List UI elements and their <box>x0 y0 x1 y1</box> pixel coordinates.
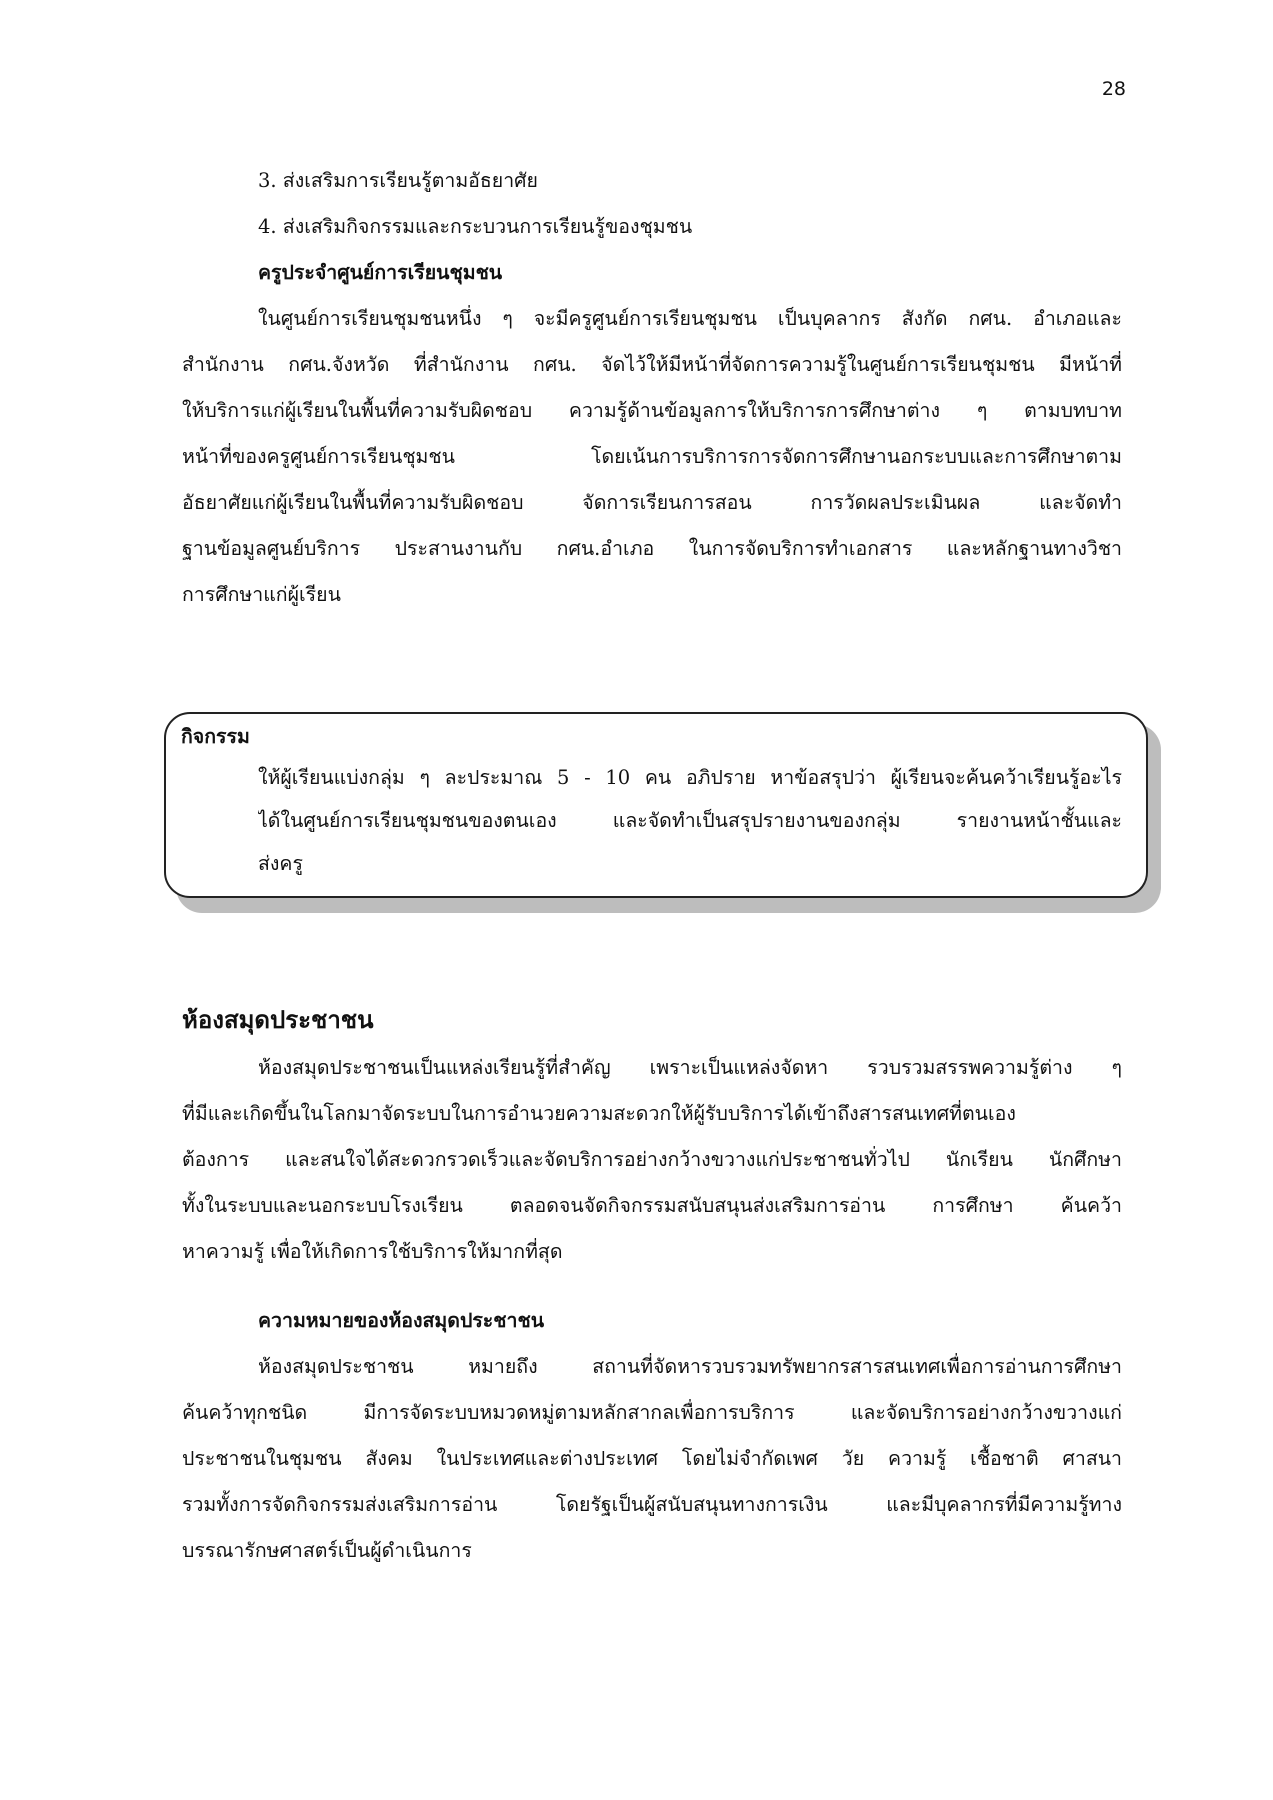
paragraph-line: ต้องการ และสนใจได้สะดวกรวดเร็วและจัดบริการอย่างกว้างขวางแก่ประชาชนทั่วไป นักเรียน นักศึกษา <box>182 1148 1122 1171</box>
meaning-section <box>182 1298 1122 1574</box>
paragraph-line: ให้บริการแก่ผู้เรียนในพื้นที่ความรับผิดชอบ ความรู้ด้านข้อมูลการให้บริการการศึกษาต่าง ๆ ตามบทบาท <box>182 399 1122 422</box>
paragraph-line: บรรณารักษศาสตร์เป็นผู้ดำเนินการ <box>182 1539 472 1562</box>
page-number: 28 <box>1101 78 1126 100</box>
paragraph-line: รวมทั้งการจัดกิจกรรมส่งเสริมการอ่าน โดยรัฐเป็นผู้สนับสนุนทางการเงิน และมีบุคลากรที่มีความรู้ทาง <box>182 1493 1122 1516</box>
section-heading-meaning: ความหมายของห้องสมุดประชาชน <box>258 1309 545 1332</box>
list-item: 4. ส่งเสริมกิจกรรมและกระบวนการเรียนรู้ของชุมชน <box>258 215 693 238</box>
paragraph-line: ทั้งในระบบและนอกระบบโรงเรียน ตลอดจนจัดกิจกรรมสนับสนุนส่งเสริมการอ่าน การศึกษา ค้นคว้า <box>182 1194 1122 1217</box>
activity-body <box>258 756 1122 885</box>
paragraph-line: ประชาชนในชุมชน สังคม ในประเทศและต่างประเทศ โดยไม่จำกัดเพศ วัย ความรู้ เชื้อชาติ ศาสนา <box>182 1447 1122 1470</box>
section-heading-teacher: ครูประจำศูนย์การเรียนชุมชน <box>258 261 503 284</box>
paragraph-line: ในศูนย์การเรียนชุมชนหนึ่ง ๆ จะมีครูศูนย์การเรียนชุมชน เป็นบุคลากร สังกัด กศน. อำเภอและ <box>258 307 1122 330</box>
activity-line: ให้ผู้เรียนแบ่งกลุ่ม ๆ ละประมาณ 5 - 10 คน อภิปราย หาข้อสรุปว่า ผู้เรียนจะค้นคว้าเรียนรู้อะไร <box>258 766 1122 789</box>
paragraph-line: ที่มีและเกิดขึ้นในโลกมาจัดระบบในการอำนวยความสะดวกให้ผู้รับบริการได้เข้าถึงสารสนเทศที่ตนเอง <box>182 1102 1016 1125</box>
activity-line: ได้ในศูนย์การเรียนชุมชนของตนเอง และจัดทำเป็นสรุปรายงานของกลุ่ม รายงานหน้าชั้นและ <box>258 809 1122 832</box>
paragraph-line: อัธยาศัยแก่ผู้เรียนในพื้นที่ความรับผิดชอบ จัดการเรียนการสอน การวัดผลประเมินผล และจัดทำ <box>182 491 1122 514</box>
section-heading-library: ห้องสมุดประชาชน <box>182 1005 374 1034</box>
paragraph-line: ห้องสมุดประชาชน หมายถึง สถานที่จัดหารวบรวมทรัพยากรสารสนเทศเพื่อการอ่านการศึกษา <box>258 1355 1122 1378</box>
library-section <box>182 995 1122 1275</box>
paragraph-line: ห้องสมุดประชาชนเป็นแหล่งเรียนรู้ที่สำคัญ เพราะเป็นแหล่งจัดหา รวบรวมสรรพความรู้ต่าง ๆ <box>258 1056 1122 1079</box>
activity-title: กิจกรรม <box>181 725 250 748</box>
teacher-section <box>182 158 1122 618</box>
activity-line: ส่งครู <box>258 852 303 875</box>
paragraph-line: หาความรู้ เพื่อให้เกิดการใช้บริการให้มากที่สุด <box>182 1240 563 1263</box>
paragraph-line: หน้าที่ของครูศูนย์การเรียนชุมชน โดยเน้นการบริการการจัดการศึกษานอกระบบและการศึกษาตาม <box>182 445 1122 468</box>
paragraph-line: การศึกษาแก่ผู้เรียน <box>182 583 341 606</box>
paragraph-line: สำนักงาน กศน.จังหวัด ที่สำนักงาน กศน. จัดไว้ให้มีหน้าที่จัดการความรู้ในศูนย์การเรียนชุมชน มีหน้าที่ <box>182 353 1122 376</box>
paragraph-line: ฐานข้อมูลศูนย์บริการ ประสานงานกับ กศน.อำเภอ ในการจัดบริการทำเอกสาร และหลักฐานทางวิชา <box>182 537 1122 560</box>
paragraph-line: ค้นคว้าทุกชนิด มีการจัดระบบหมวดหมู่ตามหลักสากลเพื่อการบริการ และจัดบริการอย่างกว้างขวางแก่ <box>182 1401 1122 1424</box>
list-item: 3. ส่งเสริมการเรียนรู้ตามอัธยาศัย <box>258 169 538 192</box>
